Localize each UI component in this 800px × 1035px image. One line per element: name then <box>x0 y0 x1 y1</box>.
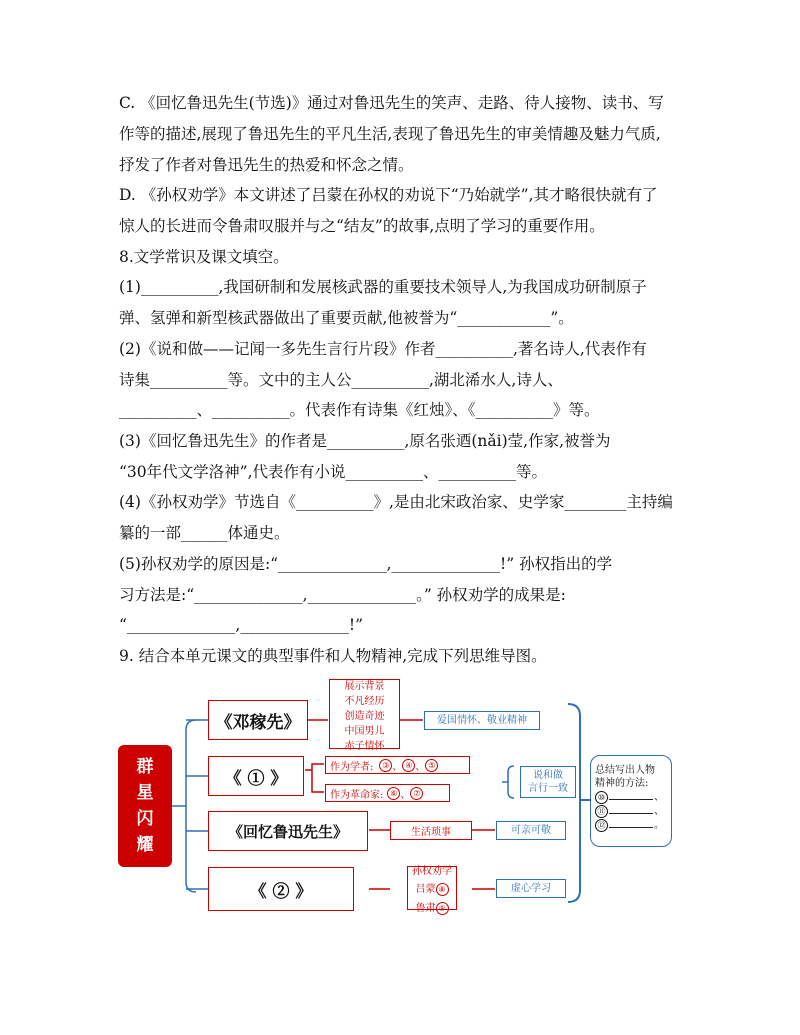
deng-detail-4: 中国男儿 <box>344 725 385 737</box>
sunquan-detail-3: 鲁肃 <box>415 902 436 914</box>
sunquan-spirit-box <box>496 879 566 898</box>
summary-end-3: 。 <box>654 820 664 831</box>
node-blank-1 <box>208 756 304 796</box>
theme-char-3: 闪 <box>136 809 154 829</box>
deng-details-box <box>329 679 400 752</box>
node-blank-2-label: 《 ② 》 <box>249 881 313 902</box>
theme-char-2: 星 <box>136 783 154 803</box>
deng-detail-3: 创造奇迹 <box>344 710 385 722</box>
summary-end-1: 、 <box>654 792 664 803</box>
option-c-line1: C. 《回忆鲁迅先生(节选)》通过对鲁迅先生的笑声、走路、待人接物、读书、写 <box>119 94 664 112</box>
blank-6: ⑥ <box>387 787 400 800</box>
theme-char-4: 耀 <box>136 835 154 855</box>
q8-2-line2: 诗集__________等。文中的主人公__________,湖北浠水人,诗人、 <box>119 371 563 389</box>
question-9-title: 9. 结合本单元课文的典型事件和人物精神,完成下列思维导图。 <box>119 647 547 665</box>
luxun-spirit-box <box>496 821 566 840</box>
revolutionary-label: 作为革命家: <box>330 789 384 801</box>
node-deng-label: 《邓稼先》 <box>215 712 301 733</box>
luxun-detail-text: 生活琐事 <box>411 827 451 838</box>
q8-2-line3: __________、__________。代表作有诗集《红烛》、《__________》等。 <box>119 401 600 419</box>
deng-spirit-box <box>424 711 540 730</box>
node-luxun <box>208 811 368 851</box>
wen-spirit-line1: 说和做 <box>533 770 563 781</box>
summary-end-2: 、 <box>654 806 664 817</box>
theme-char-1: 群 <box>136 757 154 777</box>
scholar-label: 作为学者: <box>330 761 374 773</box>
wen-spirit-box <box>520 766 576 798</box>
theme-box <box>118 745 172 867</box>
deng-detail-1: 展示背景 <box>344 680 385 692</box>
node-luxun-label: 《回忆鲁迅先生》 <box>227 822 348 841</box>
deng-detail-2: 不凡经历 <box>344 695 385 707</box>
blank-12: ⑫ <box>595 819 608 832</box>
blank-7: ⑦ <box>410 787 423 800</box>
node-deng-jiaxian <box>208 700 308 740</box>
q8-1-line1: (1)__________,我国研制和发展核武器的重要技术领导人,为我国成功研制原子 <box>119 278 647 296</box>
blank-11: ⑪ <box>595 805 608 818</box>
blank-3: ③ <box>379 759 392 772</box>
q8-4-line2: 纂的一部______体通史。 <box>119 524 290 542</box>
luxun-spirit-text: 可亲可敬 <box>511 825 551 836</box>
node-blank-1-label: 《 ① 》 <box>224 768 288 789</box>
scholar-box: 作为学者: ③ 、 ④ 、 ⑤ <box>325 756 470 774</box>
q8-5-line2: 习方法是:“______________,______________。” 孙权劝学的成果是: <box>119 586 566 604</box>
q8-2-line1: (2)《说和做——记闻一多先生言行片段》作者__________,著名诗人,代表作有 <box>119 340 647 358</box>
question-8-title: 8.文学常识及课文填空。 <box>119 248 289 266</box>
deng-detail-5: 赤子情怀 <box>344 740 385 752</box>
summary-box <box>590 755 672 847</box>
blank-9: ⑨ <box>436 902 449 915</box>
blank-5: ⑤ <box>425 759 438 772</box>
blank-10: ⑩ <box>595 791 608 804</box>
sunquan-spirit-text: 虚心学习 <box>511 883 551 894</box>
q8-4-line1: (4)《孙权劝学》节选自《__________》,是由北宋政治家、史学家________主持编 <box>119 493 673 511</box>
summary-title-line1: 总结写出人物 <box>595 765 655 776</box>
option-c-line2: 作等的描述,展现了鲁迅先生的平凡生活,表现了鲁迅先生的审美情趣及魅力气质, <box>119 125 661 143</box>
option-c-line3: 抒发了作者对鲁迅先生的热爱和怀念之情。 <box>119 156 414 174</box>
blank-4: ④ <box>402 759 415 772</box>
sunquan-detail-1: 孙权劝学 <box>412 865 452 877</box>
summary-title-line2: 精神的方法: <box>595 778 649 789</box>
q8-3-line2: “30年代文学洛神”,代表作有小说__________、__________等。 <box>119 463 547 481</box>
luxun-detail-box <box>390 821 472 840</box>
sunquan-detail-2: 吕蒙 <box>415 883 436 895</box>
q8-5-line3: “______________,______________!” <box>119 616 364 634</box>
wen-spirit-line2: 言行一致 <box>528 783 568 794</box>
q8-3-line1: (3)《回忆鲁迅先生》的作者是__________,原名张迺(nǎi)莹,作家,被誉为 <box>119 432 611 450</box>
blank-8: ⑧ <box>436 883 449 896</box>
revolutionary-box: 作为革命家: ⑥ 、 ⑦ <box>325 784 450 802</box>
q8-1-line2: 弹、氢弹和新型核武器做出了重要贡献,他被誉为“____________”。 <box>119 309 574 327</box>
node-blank-2 <box>208 867 354 911</box>
sunquan-detail-box <box>407 865 457 914</box>
deng-spirit-text: 爱国情怀、敬业精神 <box>437 715 527 726</box>
option-d-line1: D. 《孙权劝学》本文讲述了吕蒙在孙权的劝说下“乃始就学”,其才略很快就有了 <box>119 186 658 204</box>
q8-5-line1: (5)孙权劝学的原因是:“______________,______________!” 孙权指出的学 <box>119 555 613 573</box>
option-d-line2: 惊人的长进而令鲁肃叹服并与之“结友”的故事,点明了学习的重要作用。 <box>119 217 605 235</box>
